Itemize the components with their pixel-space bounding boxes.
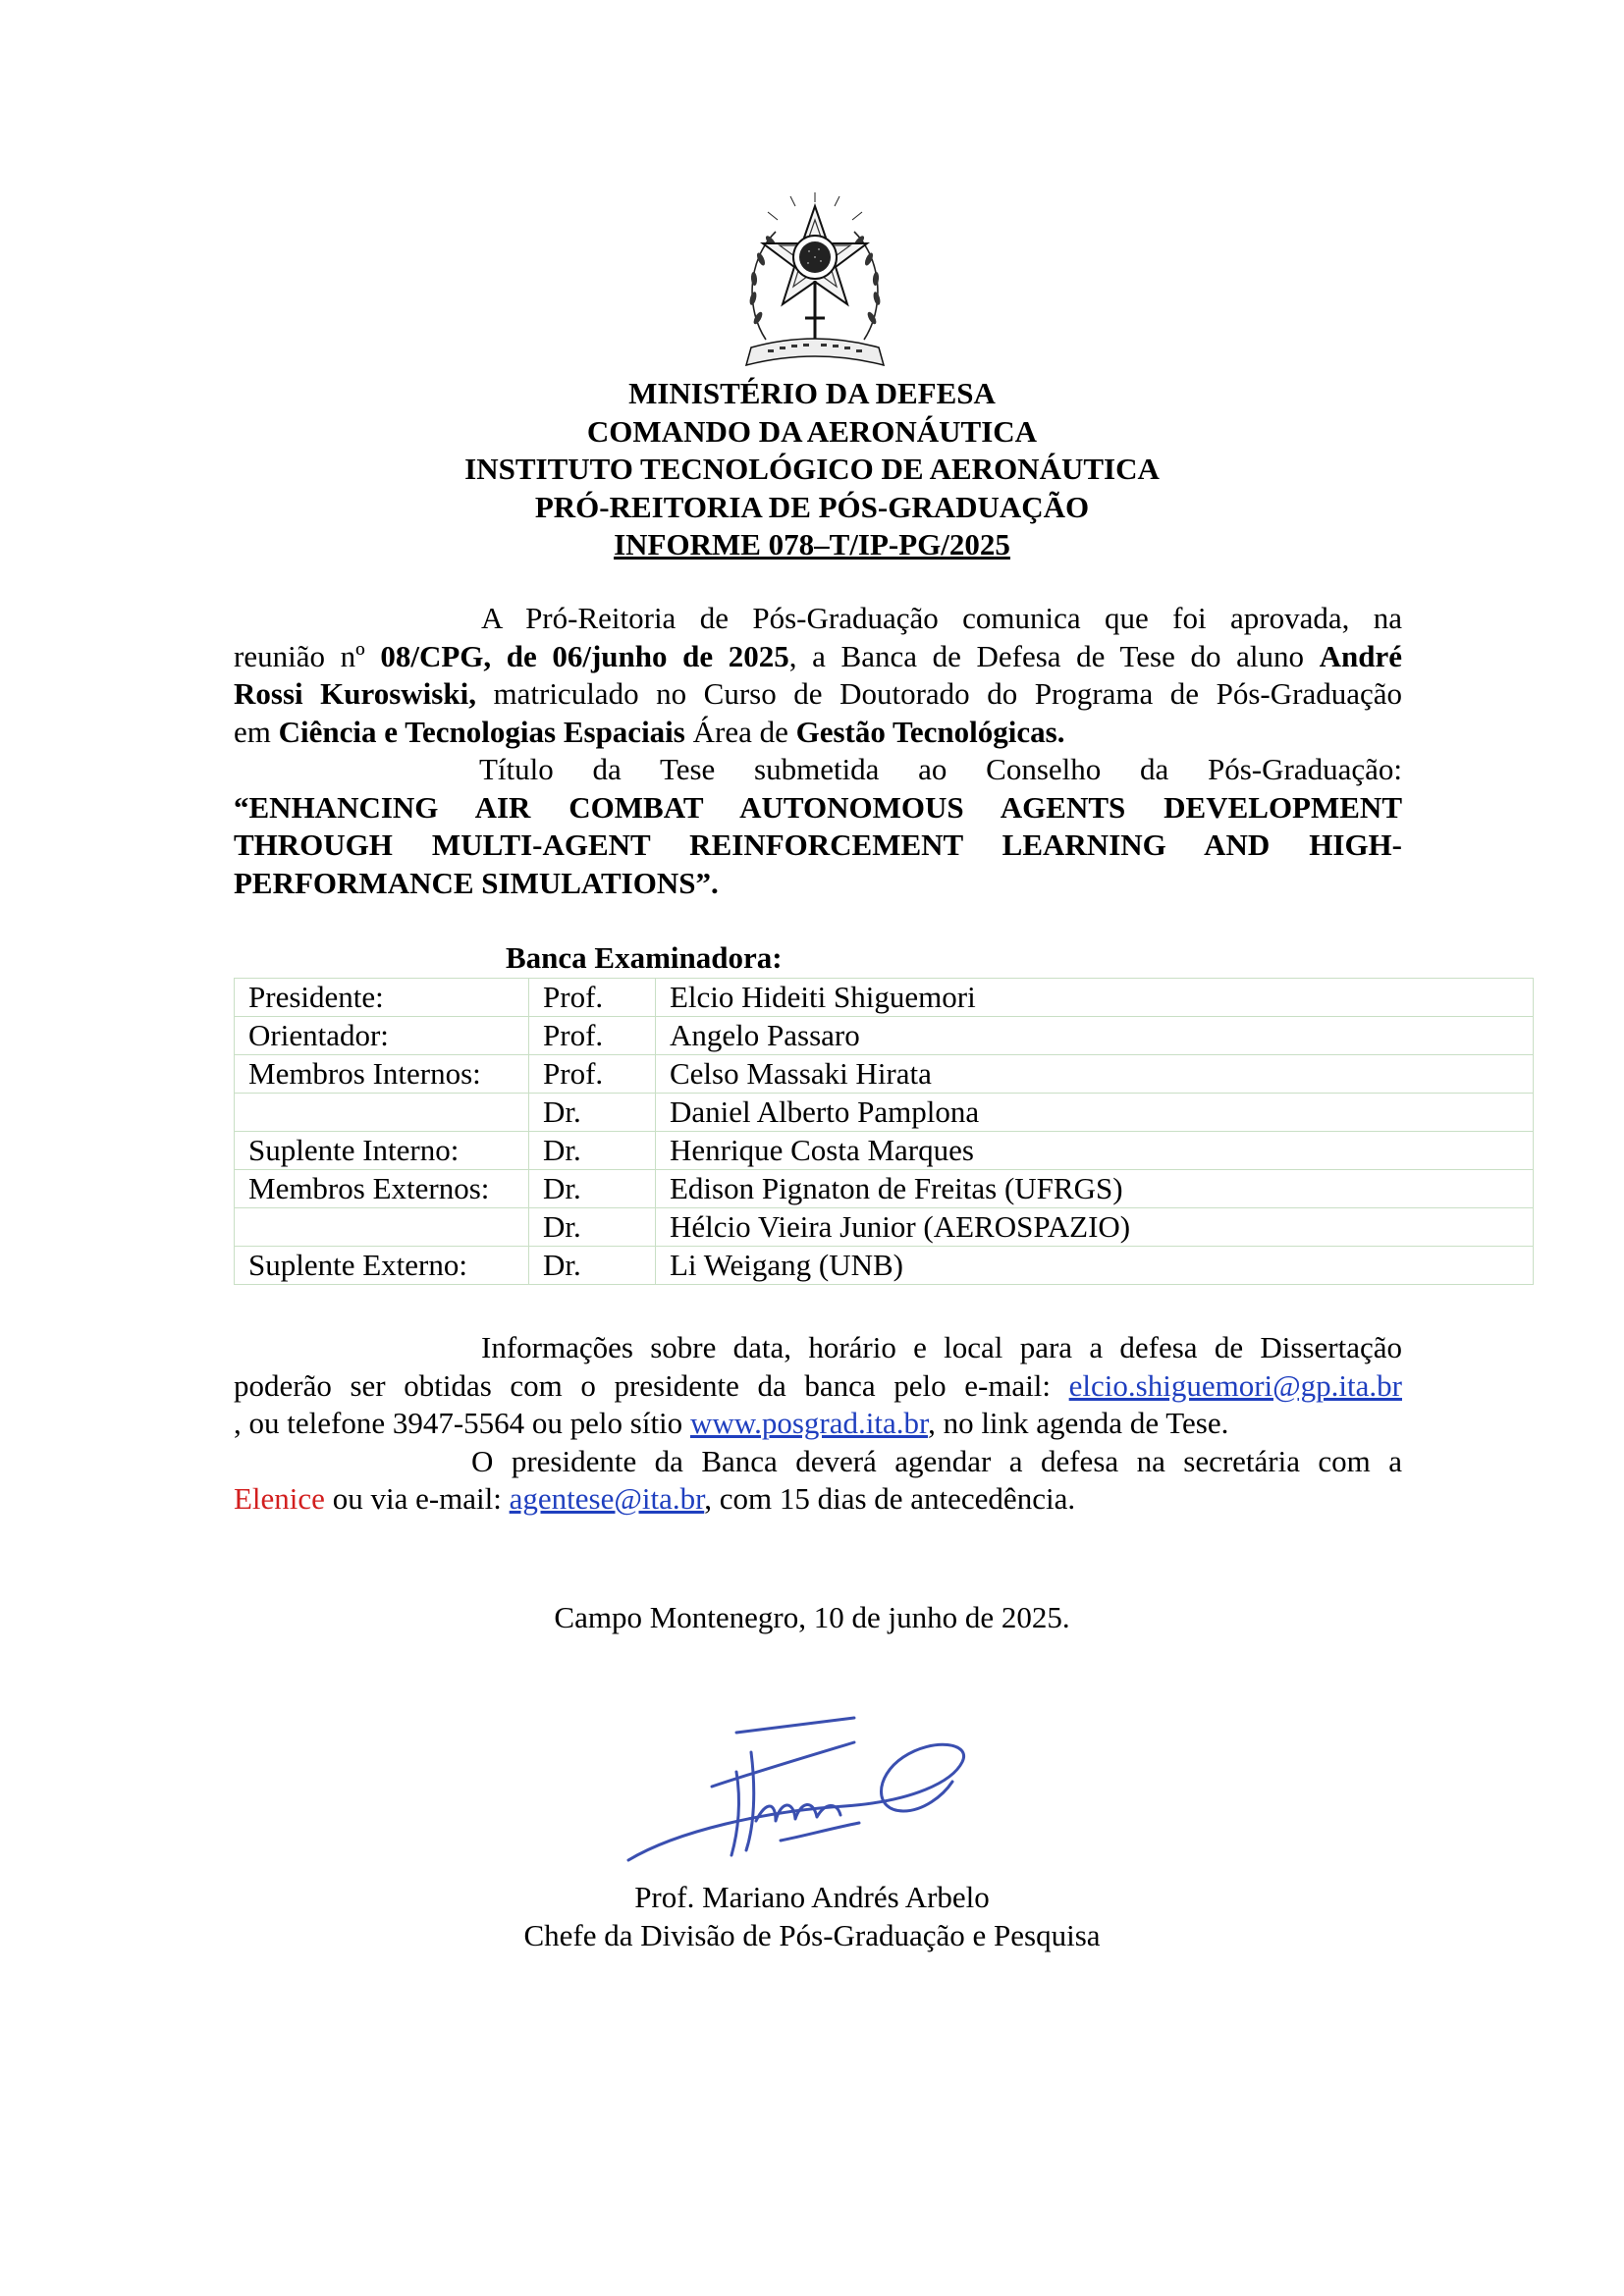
president-email-link[interactable]: elcio.shiguemori@gp.ita.br — [1068, 1367, 1402, 1403]
header-ministry: MINISTÉRIO DA DEFESA — [628, 376, 996, 410]
text-run: , ou telefone 3947-5564 ou pelo sítio — [234, 1406, 690, 1440]
committee-member-title: Dr. — [529, 1208, 656, 1247]
committee-row — [235, 1017, 1534, 1055]
committee-member-name: Celso Massaki Hirata — [656, 1055, 1534, 1094]
committee-role: Membros Internos: — [235, 1055, 529, 1094]
committee-member-title: Dr. — [529, 1247, 656, 1285]
committee-row — [235, 1055, 1534, 1094]
secretary-name: Elenice — [234, 1481, 325, 1516]
paragraph-line — [234, 1329, 1402, 1367]
text-run: A Pró-Reitoria de Pós-Graduação comunica que foi aprovada, na — [481, 601, 1402, 635]
committee-member-title: Dr. — [529, 1094, 656, 1132]
agentese-email-link[interactable]: agentese@ita.br — [509, 1481, 705, 1516]
committee-member-name: Edison Pignaton de Freitas (UFRGS) — [656, 1170, 1534, 1208]
paragraph-line — [234, 638, 1402, 676]
text-run: poderão ser obtidas com o presidente da banca pelo e-mail: — [234, 1367, 1052, 1403]
text-run: O presidente da Banca deverá agendar a defesa na secretária com a — [471, 1443, 1402, 1478]
text-run: reunião nº — [234, 638, 381, 673]
committee-member-name: Angelo Passaro — [656, 1017, 1534, 1055]
text-run: matriculado no Curso de Doutorado do Programa de Pós-Graduação — [475, 676, 1402, 711]
paragraph-line — [234, 675, 1402, 714]
committee-row — [235, 1170, 1534, 1208]
committee-member-name: Daniel Alberto Pamplona — [656, 1094, 1534, 1132]
committee-role — [235, 1094, 529, 1132]
signatory-position: Chefe da Divisão de Pós-Graduação e Pesquisa — [523, 1918, 1101, 1952]
text-run: , no link agenda de Tese. — [928, 1406, 1229, 1440]
committee-member-title: Prof. — [529, 1017, 656, 1055]
committee-row — [235, 979, 1534, 1017]
coat-of-arms-seal — [736, 192, 893, 375]
paragraph-line — [234, 1480, 1402, 1519]
student-first-name: André — [1319, 638, 1402, 673]
signatory-block — [0, 1878, 1624, 1954]
place-date: Campo Montenegro, 10 de junho de 2025. — [554, 1600, 1070, 1634]
paragraph-line — [234, 1443, 1402, 1481]
committee-title: Banca Examinadora: — [506, 940, 783, 975]
signatory-name: Prof. Mariano Andrés Arbelo — [634, 1880, 990, 1914]
committee-row — [235, 1132, 1534, 1170]
meeting-date: 08/CPG, de 06/junho de 2025 — [380, 638, 789, 673]
committee-role: Presidente: — [235, 979, 529, 1017]
committee-role: Membros Externos: — [235, 1170, 529, 1208]
committee-role: Suplente Interno: — [235, 1132, 529, 1170]
header-dean-office: PRÓ-REITORIA DE PÓS-GRADUAÇÃO — [534, 489, 1090, 524]
committee-row — [235, 1094, 1534, 1132]
paragraph-line — [234, 1405, 1402, 1443]
committee-member-title: Prof. — [529, 1055, 656, 1094]
committee-member-name: Elcio Hideiti Shiguemori — [656, 979, 1534, 1017]
text-run: ou via e-mail: — [324, 1481, 510, 1516]
document-header — [0, 375, 1624, 564]
header-command: COMANDO DA AERONÁUTICA — [586, 413, 1038, 449]
committee-member-title: Dr. — [529, 1132, 656, 1170]
area-name: Gestão Tecnológicas. — [795, 714, 1065, 749]
paragraph-line — [234, 714, 1402, 752]
text-run: Informações sobre data, horário e local para a defesa de Dissertação — [481, 1330, 1402, 1364]
committee-table — [234, 978, 1534, 1285]
handwritten-signature — [619, 1713, 982, 1870]
thesis-title-line: PERFORMANCE SIMULATIONS”. — [234, 865, 719, 900]
committee-member-title: Prof. — [529, 979, 656, 1017]
info-paragraph — [234, 1329, 1402, 1519]
header-institute: INSTITUTO TECNOLÓGICO DE AERONÁUTICA — [464, 452, 1160, 486]
text-run: , a Banca de Defesa de Tese do aluno — [788, 638, 1320, 673]
committee-row — [235, 1208, 1534, 1247]
thesis-title-line: “ENHANCING AIR COMBAT AUTONOMOUS AGENTS DEVELOPMENT — [234, 789, 1402, 825]
committee-role: Suplente Externo: — [235, 1247, 529, 1285]
committee-member-name: Li Weigang (UNB) — [656, 1247, 1534, 1285]
paragraph-line — [234, 1367, 1402, 1406]
student-last-name: Rossi Kuroswiski, — [234, 676, 476, 711]
posgrad-site-link[interactable]: www.posgrad.ita.br — [689, 1406, 929, 1440]
text-run: , com 15 dias de antecedência. — [704, 1481, 1076, 1516]
committee-role: Orientador: — [235, 1017, 529, 1055]
committee-row — [235, 1247, 1534, 1285]
text-run: em — [234, 714, 279, 749]
program-name: Ciência e Tecnologias Espaciais — [278, 714, 685, 749]
text-run: Área de — [684, 714, 796, 749]
text-run: Título da Tese submetida ao Conselho da Pós-Graduação: — [479, 752, 1402, 786]
approval-paragraph — [234, 600, 1402, 902]
thesis-title-line: THROUGH MULTI-AGENT REINFORCEMENT LEARNING AND HIGH- — [234, 828, 1402, 862]
informe-number: INFORME 078–T/IP-PG/2025 — [614, 527, 1010, 561]
committee-member-title: Dr. — [529, 1170, 656, 1208]
committee-member-name: Hélcio Vieira Junior (AEROSPAZIO) — [656, 1208, 1534, 1247]
committee-member-name: Henrique Costa Marques — [656, 1132, 1534, 1170]
paragraph-line — [234, 600, 1402, 638]
committee-role — [235, 1208, 529, 1247]
thesis-intro — [234, 751, 1402, 789]
